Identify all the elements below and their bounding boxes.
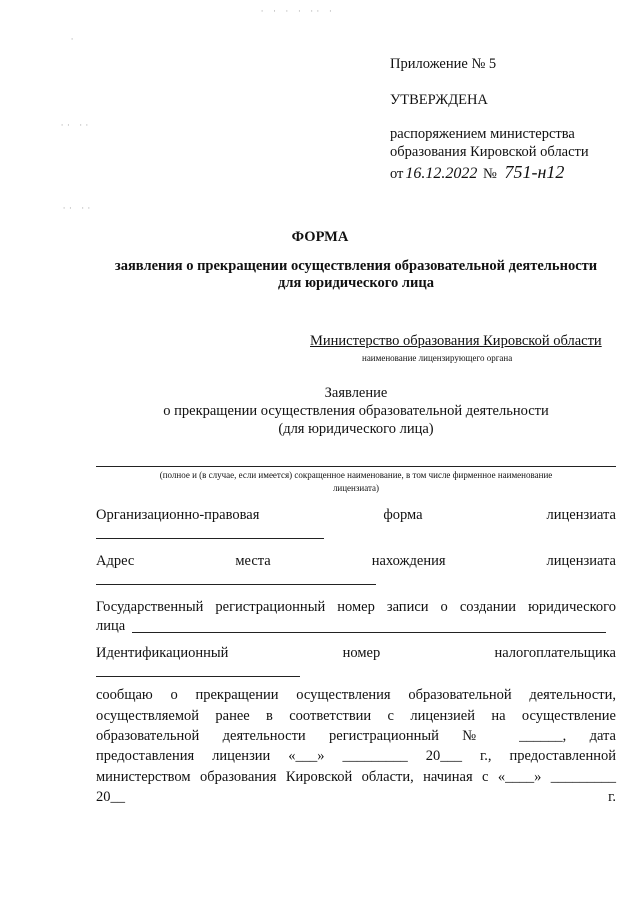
org-form-label-2: форма bbox=[383, 507, 423, 523]
org-form-field bbox=[96, 507, 616, 524]
address-label-2: места bbox=[235, 553, 271, 569]
statement-legal-entity: (для юридического лица) bbox=[278, 421, 434, 437]
scan-speck: · bbox=[70, 36, 77, 44]
inn-blank bbox=[96, 676, 300, 677]
org-form-blank bbox=[96, 538, 324, 539]
form-subtitle-line-1: заявления о прекращении осуществления образовательной деятельности bbox=[114, 258, 598, 274]
appendix-label: Приложение № 5 bbox=[390, 56, 497, 72]
licensee-name-caption-1: (полное и (в случае, если имеется) сокращенное наименование, в том числе фирменное наименование bbox=[159, 470, 553, 480]
body-line-6-year: 20__ bbox=[96, 789, 125, 805]
licensee-name-caption-2: лицензиата) bbox=[332, 483, 380, 493]
from-prefix: от bbox=[390, 166, 404, 182]
reg-number-blank bbox=[132, 632, 606, 633]
address-label-4: лицензиата bbox=[546, 553, 616, 569]
address-blank bbox=[96, 584, 376, 585]
body-line-4: предоставления лицензии «___» _________ 20___ г., предоставленной bbox=[96, 748, 616, 764]
form-title: ФОРМА bbox=[291, 229, 349, 245]
approved-label: УТВЕРЖДЕНА bbox=[390, 92, 488, 108]
org-form-label-3: лицензиата bbox=[546, 507, 616, 523]
address-label-1: Адрес bbox=[96, 553, 135, 569]
handwritten-order-date: 16.12.2022 bbox=[405, 165, 478, 182]
licensee-name-line bbox=[96, 466, 616, 467]
inn-field bbox=[96, 645, 616, 662]
licensing-authority-name: Министерство образования Кировской области bbox=[310, 333, 602, 349]
address-label-3: нахождения bbox=[371, 553, 446, 569]
address-field bbox=[96, 553, 616, 570]
order-line-1: распоряжением министерства bbox=[390, 126, 575, 142]
scan-speck: ·· ·· bbox=[62, 205, 94, 213]
handwritten-order-number: 751-н12 bbox=[504, 162, 565, 182]
statement-title: Заявление bbox=[324, 385, 388, 401]
body-line-5: министерством образования Кировской области, начиная с «____» _________ bbox=[96, 769, 616, 785]
reg-number-label-1: Государственный регистрационный номер записи о создании юридического bbox=[96, 599, 616, 615]
body-line-3: образовательной деятельности регистрационный № ______, дата bbox=[96, 728, 616, 744]
body-line-6-suffix: г. bbox=[608, 789, 616, 805]
inn-label-1: Идентификационный bbox=[96, 645, 229, 661]
form-subtitle-line-2: для юридического лица bbox=[278, 275, 434, 291]
number-sign: № bbox=[483, 166, 497, 182]
licensing-authority-caption: наименование лицензирующего органа bbox=[362, 353, 513, 363]
inn-label-3: налогоплательщика bbox=[494, 645, 616, 661]
statement-subtitle: о прекращении осуществления образовательной деятельности bbox=[163, 403, 549, 419]
org-form-label-1: Организационно-правовая bbox=[96, 507, 260, 523]
scan-speck: · · · · ·· · bbox=[260, 8, 335, 16]
body-line-2: осуществляемой ранее в соответствии с лицензией на осуществление bbox=[96, 708, 616, 724]
body-line-1: сообщаю о прекращении осуществления образовательной деятельности, bbox=[96, 687, 616, 703]
reg-number-label-2: лица bbox=[96, 618, 126, 634]
scan-speck: ·· ·· bbox=[60, 122, 92, 130]
order-line-2: образования Кировской области bbox=[390, 144, 589, 160]
body-line-6 bbox=[96, 789, 616, 806]
inn-label-2: номер bbox=[342, 645, 381, 661]
order-date-line bbox=[390, 162, 564, 183]
